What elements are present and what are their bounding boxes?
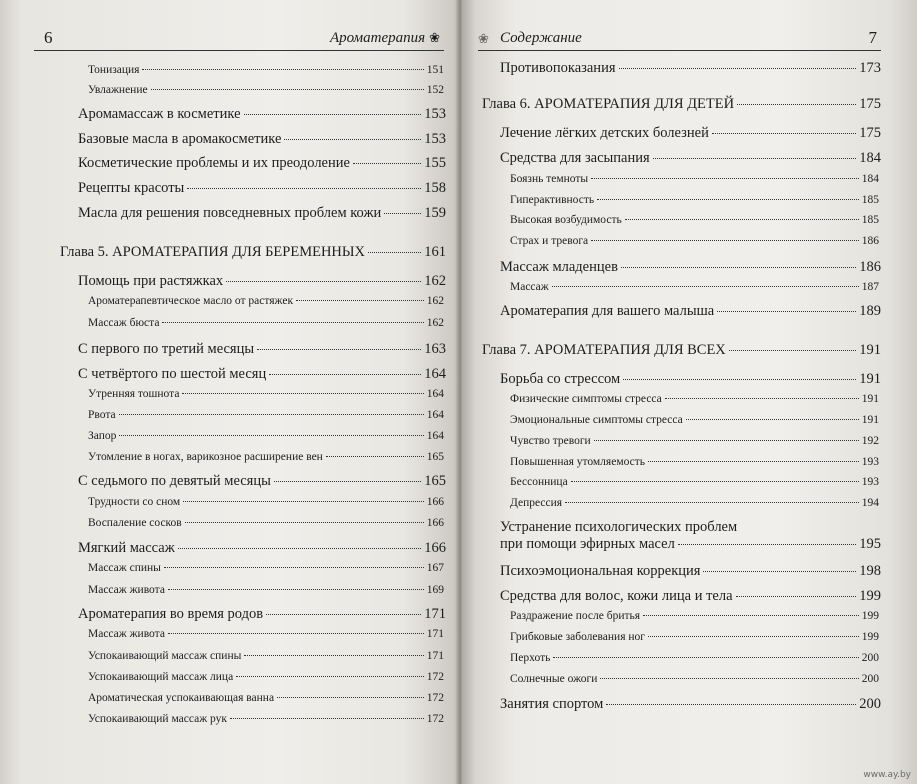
- toc-entry-title: Помощь при растяжках: [78, 273, 224, 289]
- chapter-title: Глава 7. АРОМАТЕРАПИЯ ДЛЯ ВСЕХ: [482, 342, 726, 358]
- toc-entry: [88, 64, 444, 76]
- toc-entry-title: Грибковые заболевания ног: [510, 631, 645, 643]
- leader-dots: [736, 596, 857, 597]
- toc-entry-page: 165: [424, 473, 446, 489]
- toc-entry: [88, 650, 444, 662]
- toc-entry-title-line-1: Устранение психологических проблем: [500, 519, 738, 535]
- toc-entry-page: 173: [859, 60, 881, 76]
- leader-dots: [178, 548, 422, 549]
- leader-dots: [600, 678, 858, 679]
- leader-dots: [368, 252, 421, 253]
- toc-entry: [88, 388, 444, 400]
- page-number: 6: [44, 28, 53, 47]
- toc-entry-title: Занятия спортом: [500, 696, 604, 712]
- toc-entry-page: 186: [859, 259, 881, 275]
- toc-entry-title: Тонизация: [88, 64, 140, 76]
- toc-entry-title: Массаж живота: [88, 584, 165, 596]
- leader-dots: [142, 69, 423, 70]
- toc-entry: [78, 366, 446, 383]
- left-page: [0, 0, 458, 784]
- leader-dots: [266, 614, 421, 615]
- leader-dots: [648, 636, 859, 637]
- toc-entry-title: Успокаивающий массаж рук: [88, 713, 227, 725]
- toc-entry-title: Солнечные ожоги: [510, 673, 598, 685]
- toc-entry-title: С четвёртого по шестой месяц: [78, 366, 267, 382]
- leader-dots: [274, 481, 421, 482]
- toc-entry: [510, 393, 879, 405]
- toc-entry-page: 164: [426, 388, 444, 400]
- toc-entry-page: 172: [426, 671, 444, 683]
- toc-entry-page: 166: [424, 540, 446, 556]
- toc-entry-title: Депрессия: [510, 497, 563, 509]
- toc-entry-page: 189: [859, 303, 881, 319]
- toc-entry: [88, 517, 444, 529]
- toc-entry-page: 162: [426, 317, 444, 329]
- leader-dots: [625, 219, 859, 220]
- toc-entry: [510, 214, 879, 226]
- leader-dots: [553, 657, 858, 658]
- toc-entry-page: 167: [426, 562, 444, 574]
- toc-entry: [88, 84, 444, 96]
- toc-entry-title: Косметические проблемы и их преодоление: [78, 155, 350, 171]
- toc-entry-title: Рвота: [88, 409, 116, 421]
- toc-entry: [78, 106, 446, 123]
- toc-entry-page: 151: [426, 64, 444, 76]
- toc-entry: [88, 628, 444, 640]
- toc-entry: [78, 131, 446, 148]
- toc-entry-title: Базовые масла в аромакосметике: [78, 131, 282, 147]
- leader-dots: [236, 676, 424, 677]
- toc-entry-page: 191: [859, 371, 881, 387]
- toc-entry-title: Психоэмоциональная коррекция: [500, 563, 701, 579]
- toc-entry: [500, 125, 881, 142]
- toc-entry-page: 166: [426, 517, 444, 529]
- leader-dots: [168, 633, 424, 634]
- toc-entry-title: Успокаивающий массаж спины: [88, 650, 242, 662]
- leader-dots: [162, 322, 423, 323]
- toc-entry: [500, 303, 881, 320]
- toc-entry-title: Бессонница: [510, 476, 568, 488]
- running-title: Ароматерапия ❀: [329, 30, 440, 46]
- toc-entry-title: Боязнь темноты: [510, 173, 589, 185]
- toc-entry-title: Массаж спины: [88, 562, 161, 574]
- toc-entry-page: 162: [424, 273, 446, 289]
- leader-dots: [606, 704, 856, 705]
- toc-entry: [510, 497, 879, 509]
- toc-entry-page: 192: [861, 435, 879, 447]
- toc-entry: [500, 519, 881, 553]
- leader-dots: [185, 522, 424, 523]
- toc-entry-title: Мягкий массаж: [78, 540, 175, 556]
- toc-entry-title: Ароматерапия для вашего малыша: [500, 303, 715, 319]
- toc-entry-title: Воспаление сосков: [88, 517, 182, 529]
- toc-entry-title: Массаж бюста: [88, 317, 160, 329]
- toc-entry-title: С седьмого по девятый месяцы: [78, 473, 271, 489]
- chapter-heading: [482, 342, 881, 359]
- toc-entry-title: Лечение лёгких детских болезней: [500, 125, 709, 141]
- leader-dots: [717, 311, 856, 312]
- chapter-title: Глава 6. АРОМАТЕРАПИЯ ДЛЯ ДЕТЕЙ: [482, 96, 735, 112]
- leader-dots: [119, 435, 423, 436]
- leader-dots: [277, 697, 424, 698]
- leader-dots: [619, 68, 857, 69]
- toc-entry: [78, 540, 446, 557]
- toc-entry: [78, 180, 446, 197]
- leader-dots: [591, 240, 859, 241]
- toc-entry: [500, 563, 881, 580]
- toc-entry-page: 193: [861, 456, 879, 468]
- right-page: [462, 0, 917, 784]
- toc-entry-page: 195: [859, 536, 881, 552]
- toc-entry-page: 199: [861, 631, 879, 643]
- toc-entry: [510, 476, 879, 488]
- toc-entry: [510, 281, 879, 293]
- toc-entry-title: Успокаивающий массаж лица: [88, 671, 234, 683]
- leader-dots: [230, 718, 424, 719]
- toc-entry: [78, 273, 446, 290]
- toc-entry: [88, 451, 444, 463]
- toc-entry-page: 187: [861, 281, 879, 293]
- toc-entry-title: Массаж живота: [88, 628, 165, 640]
- leader-dots: [571, 481, 859, 482]
- leader-dots: [187, 188, 421, 189]
- toc-entry: [88, 713, 444, 725]
- toc-entry-page: 175: [859, 96, 881, 112]
- toc-entry-page: 191: [861, 393, 879, 405]
- toc-entry-page: 171: [426, 650, 444, 662]
- toc-entry-title: С первого по третий месяцы: [78, 341, 255, 357]
- toc-entry-page: 153: [424, 131, 446, 147]
- toc-entry-page: 171: [424, 606, 446, 622]
- leader-dots: [269, 374, 421, 375]
- leader-dots: [565, 502, 859, 503]
- toc-entry-title: Средства для волос, кожи лица и тела: [500, 588, 733, 604]
- toc-entry: [500, 150, 881, 167]
- leader-dots: [552, 286, 859, 287]
- page-number: 7: [868, 28, 877, 47]
- toc-entry-page: 158: [424, 180, 446, 196]
- toc-entry: [78, 155, 446, 172]
- toc-entry-page: 191: [859, 342, 881, 358]
- toc-entry-title: Средства для засыпания: [500, 150, 650, 166]
- toc-entry: [500, 371, 881, 388]
- leader-dots: [182, 393, 423, 394]
- toc-entry-page: 165: [426, 451, 444, 463]
- leader-dots: [384, 213, 421, 214]
- toc-entry-title: Борьба со стрессом: [500, 371, 621, 387]
- watermark: www.ay.by: [863, 770, 911, 780]
- toc-entry-title-line-2: при помощи эфирных масел: [500, 536, 675, 552]
- leader-dots: [168, 589, 424, 590]
- leader-dots: [591, 178, 859, 179]
- leader-dots: [712, 133, 856, 134]
- leader-dots: [326, 456, 424, 457]
- leader-dots: [729, 350, 856, 351]
- toc-entry-title: Трудности со сном: [88, 496, 181, 508]
- toc-entry: [78, 205, 446, 222]
- leader-dots: [643, 615, 859, 616]
- toc-entry-page: 185: [861, 194, 879, 206]
- flower-icon: ❀: [429, 30, 440, 45]
- toc-entry-page: 164: [424, 366, 446, 382]
- leader-dots: [703, 571, 856, 572]
- leader-dots: [353, 163, 421, 164]
- toc-entry: [88, 430, 444, 442]
- leader-dots: [244, 655, 423, 656]
- leader-dots: [594, 440, 859, 441]
- toc-entry-page: 172: [426, 713, 444, 725]
- toc-entry: [500, 60, 881, 77]
- flower-icon: ❀: [478, 31, 489, 46]
- toc-entry-title: Раздражение после бритья: [510, 610, 641, 622]
- toc-entry-title: Гиперактивность: [510, 194, 595, 206]
- toc-entry: [510, 435, 879, 447]
- right-page-header: [478, 30, 881, 51]
- toc-entry: [88, 584, 444, 596]
- leader-dots: [164, 567, 424, 568]
- toc-entry-title: Ароматическая успокаивающая ванна: [88, 692, 275, 704]
- toc-entry-title: Высокая возбудимость: [510, 214, 622, 226]
- toc-entry-title: Аромамассаж в косметике: [78, 106, 241, 122]
- toc-entry-page: 161: [424, 244, 446, 260]
- chapter-heading: [482, 96, 881, 113]
- toc-entry-title: Страх и тревога: [510, 235, 589, 247]
- toc-entry-page: 185: [861, 214, 879, 226]
- toc-entry: [88, 409, 444, 421]
- leader-dots: [244, 114, 422, 115]
- toc-entry-title: Массаж младенцев: [500, 259, 618, 275]
- toc-entry-page: 164: [426, 430, 444, 442]
- toc-entry: [78, 341, 446, 358]
- toc-entry: [500, 696, 881, 713]
- toc-entry-page: 191: [861, 414, 879, 426]
- leader-dots: [737, 104, 856, 105]
- leader-dots: [151, 89, 424, 90]
- leader-dots: [621, 267, 856, 268]
- chapter-title: Глава 5. АРОМАТЕРАПИЯ ДЛЯ БЕРЕМЕННЫХ: [60, 244, 366, 260]
- toc-entry-title: Повышенная утомляемость: [510, 456, 646, 468]
- toc-entry: [510, 631, 879, 643]
- toc-entry-row-2: [500, 536, 881, 553]
- leader-dots: [119, 414, 424, 415]
- leader-dots: [678, 544, 856, 545]
- leader-dots: [597, 199, 859, 200]
- toc-entry-page: 199: [861, 610, 879, 622]
- toc-entry-page: 164: [426, 409, 444, 421]
- toc-entry-page: 153: [424, 106, 446, 122]
- leader-dots: [653, 158, 857, 159]
- toc-entry-page: 198: [859, 563, 881, 579]
- running-title: Содержание: [500, 30, 582, 46]
- toc-entry-page: 166: [426, 496, 444, 508]
- toc-entry-page: 152: [426, 84, 444, 96]
- toc-entry: [510, 610, 879, 622]
- toc-entry: [88, 295, 444, 307]
- left-page-header: [34, 30, 444, 51]
- leader-dots: [257, 349, 421, 350]
- toc-entry-page: 184: [859, 150, 881, 166]
- chapter-heading: [60, 244, 446, 261]
- toc-entry-title: Перхоть: [510, 652, 551, 664]
- toc-entry: [88, 317, 444, 329]
- toc-entry-page: 186: [861, 235, 879, 247]
- toc-entry: [88, 671, 444, 683]
- toc-entry-page: 155: [424, 155, 446, 171]
- toc-entry-page: 200: [861, 652, 879, 664]
- toc-entry-title: Эмоциональные симптомы стресса: [510, 414, 683, 426]
- leader-dots: [665, 398, 859, 399]
- toc-entry-page: 194: [861, 497, 879, 509]
- leader-dots: [623, 379, 856, 380]
- leader-dots: [296, 300, 424, 301]
- leader-dots: [226, 281, 421, 282]
- toc-entry-title: Масла для решения повседневных проблем кожи: [78, 205, 382, 221]
- toc-entry: [88, 692, 444, 704]
- toc-entry-title: Запор: [88, 430, 117, 442]
- toc-entry: [510, 414, 879, 426]
- toc-entry-title: Противопоказания: [500, 60, 616, 76]
- leader-dots: [648, 461, 859, 462]
- toc-entry-page: 184: [861, 173, 879, 185]
- toc-entry-title: Массаж: [510, 281, 549, 293]
- toc-entry-title: Утренняя тошнота: [88, 388, 180, 400]
- toc-entry: [78, 473, 446, 490]
- toc-entry-page: 200: [859, 696, 881, 712]
- toc-entry-page: 175: [859, 125, 881, 141]
- toc-entry-page: 171: [426, 628, 444, 640]
- toc-entry: [510, 235, 879, 247]
- toc-entry: [78, 606, 446, 623]
- toc-entry-page: 169: [426, 584, 444, 596]
- toc-entry-page: 200: [861, 673, 879, 685]
- toc-entry-title: Увлажнение: [88, 84, 148, 96]
- toc-entry-title: Физические симптомы стресса: [510, 393, 662, 405]
- toc-entry-page: 159: [424, 205, 446, 221]
- toc-entry: [510, 194, 879, 206]
- toc-entry-title: Ароматерапевтическое масло от растяжек: [88, 295, 294, 307]
- toc-entry-title: Рецепты красоты: [78, 180, 185, 196]
- toc-entry: [500, 588, 881, 605]
- toc-entry-page: 162: [426, 295, 444, 307]
- toc-entry: [500, 259, 881, 276]
- leader-dots: [284, 139, 421, 140]
- toc-entry: [88, 562, 444, 574]
- toc-entry-title: Чувство тревоги: [510, 435, 591, 447]
- leader-dots: [183, 501, 424, 502]
- toc-entry-title: Ароматерапия во время родов: [78, 606, 264, 622]
- toc-entry: [510, 456, 879, 468]
- toc-entry-page: 199: [859, 588, 881, 604]
- toc-entry-title: Утомление в ногах, варикозное расширение вен: [88, 451, 323, 463]
- toc-entry-page: 193: [861, 476, 879, 488]
- toc-entry: [510, 652, 879, 664]
- toc-entry-page: 163: [424, 341, 446, 357]
- toc-entry: [88, 496, 444, 508]
- toc-entry: [510, 173, 879, 185]
- toc-entry: [510, 673, 879, 685]
- toc-entry-page: 172: [426, 692, 444, 704]
- leader-dots: [686, 419, 859, 420]
